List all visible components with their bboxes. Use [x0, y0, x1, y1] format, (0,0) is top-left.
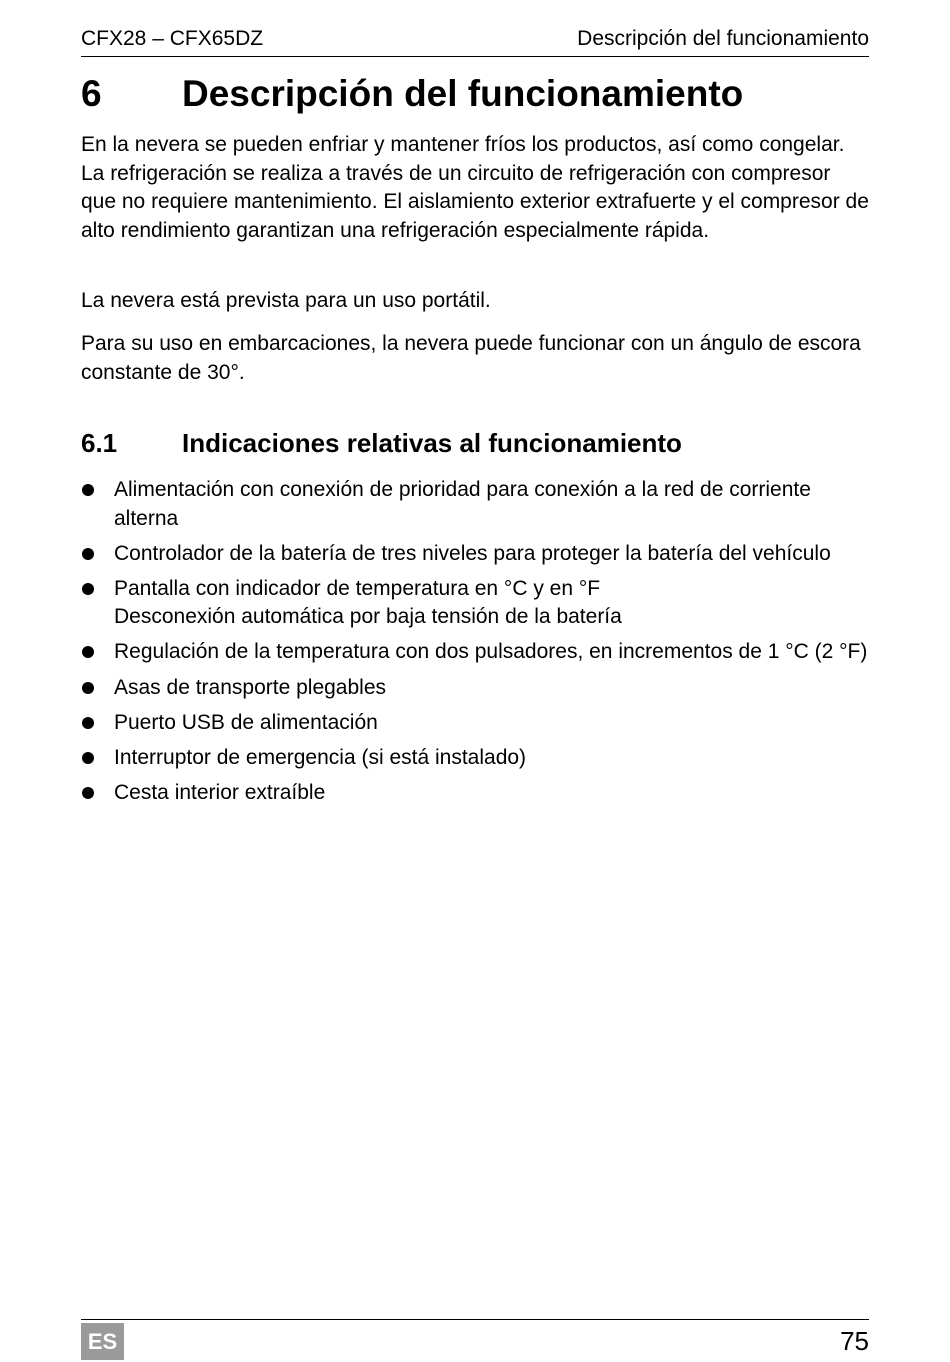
bullet-icon: [82, 752, 94, 764]
list-item-text: Cesta interior extraíble: [114, 780, 326, 804]
chapter-heading: [81, 70, 869, 118]
feature-list: [81, 476, 871, 814]
paragraph-intro: En la nevera se pueden enfriar y mantener fríos los productos, así como congelar. La refrigeración se realiza a través de un circuito de refrigeración con compresor que no requiere mantenimiento. El aislamiento exterior extrafuerte y el compresor de alto rendimiento garantizan una refrigeración especialmente rápida.: [81, 133, 869, 242]
header-section: Descripción del funcionamiento: [577, 27, 869, 50]
list-item: [81, 674, 871, 703]
page-footer: [81, 1319, 869, 1360]
section-heading: [81, 426, 869, 460]
chapter-number: 6: [81, 73, 102, 114]
list-item-text: Alimentación con conexión de prioridad para conexión a la red de corriente alterna: [114, 478, 811, 530]
list-item-text: Puerto USB de alimentación: [114, 710, 378, 734]
bullet-icon: [82, 682, 94, 694]
chapter-title: Descripción del funcionamiento: [182, 73, 744, 114]
list-item-text: Interruptor de emergencia (si está instalado): [114, 745, 527, 769]
list-item: [81, 709, 871, 738]
paragraph-boats: Para su uso en embarcaciones, la nevera puede funcionar con un ángulo de escora constante de 30°.: [81, 332, 861, 384]
list-item-text: Controlador de la batería de tres niveles para proteger la batería del vehículo: [114, 541, 831, 565]
page-header: [81, 26, 869, 57]
list-item: [81, 638, 871, 667]
bullet-icon: [82, 548, 94, 560]
page-number: 75: [840, 1326, 869, 1356]
section-number: 6.1: [81, 428, 118, 458]
list-item-text: Pantalla con indicador de temperatura en °C y en °F: [114, 576, 601, 600]
list-item: [81, 575, 871, 632]
list-item: [81, 540, 871, 569]
bullet-icon: [82, 484, 94, 496]
section-title: Indicaciones relativas al funcionamiento: [182, 428, 682, 458]
list-item: [81, 476, 871, 533]
bullet-icon: [82, 717, 94, 729]
list-item: [81, 744, 871, 773]
bullet-icon: [82, 787, 94, 799]
bullet-icon: [82, 646, 94, 658]
list-item-text: Regulación de la temperatura con dos pulsadores, en incrementos de 1 °C (2 °F): [114, 640, 868, 664]
header-model: CFX28 – CFX65DZ: [81, 27, 264, 50]
paragraph-portable: La nevera está prevista para un uso portátil.: [81, 289, 491, 312]
list-item: [81, 779, 871, 808]
bullet-icon: [82, 583, 94, 595]
list-item-text: Desconexión automática por baja tensión de la batería: [114, 605, 622, 629]
list-item-text: Asas de transporte plegables: [114, 675, 387, 699]
language-badge: ES: [81, 1323, 124, 1360]
